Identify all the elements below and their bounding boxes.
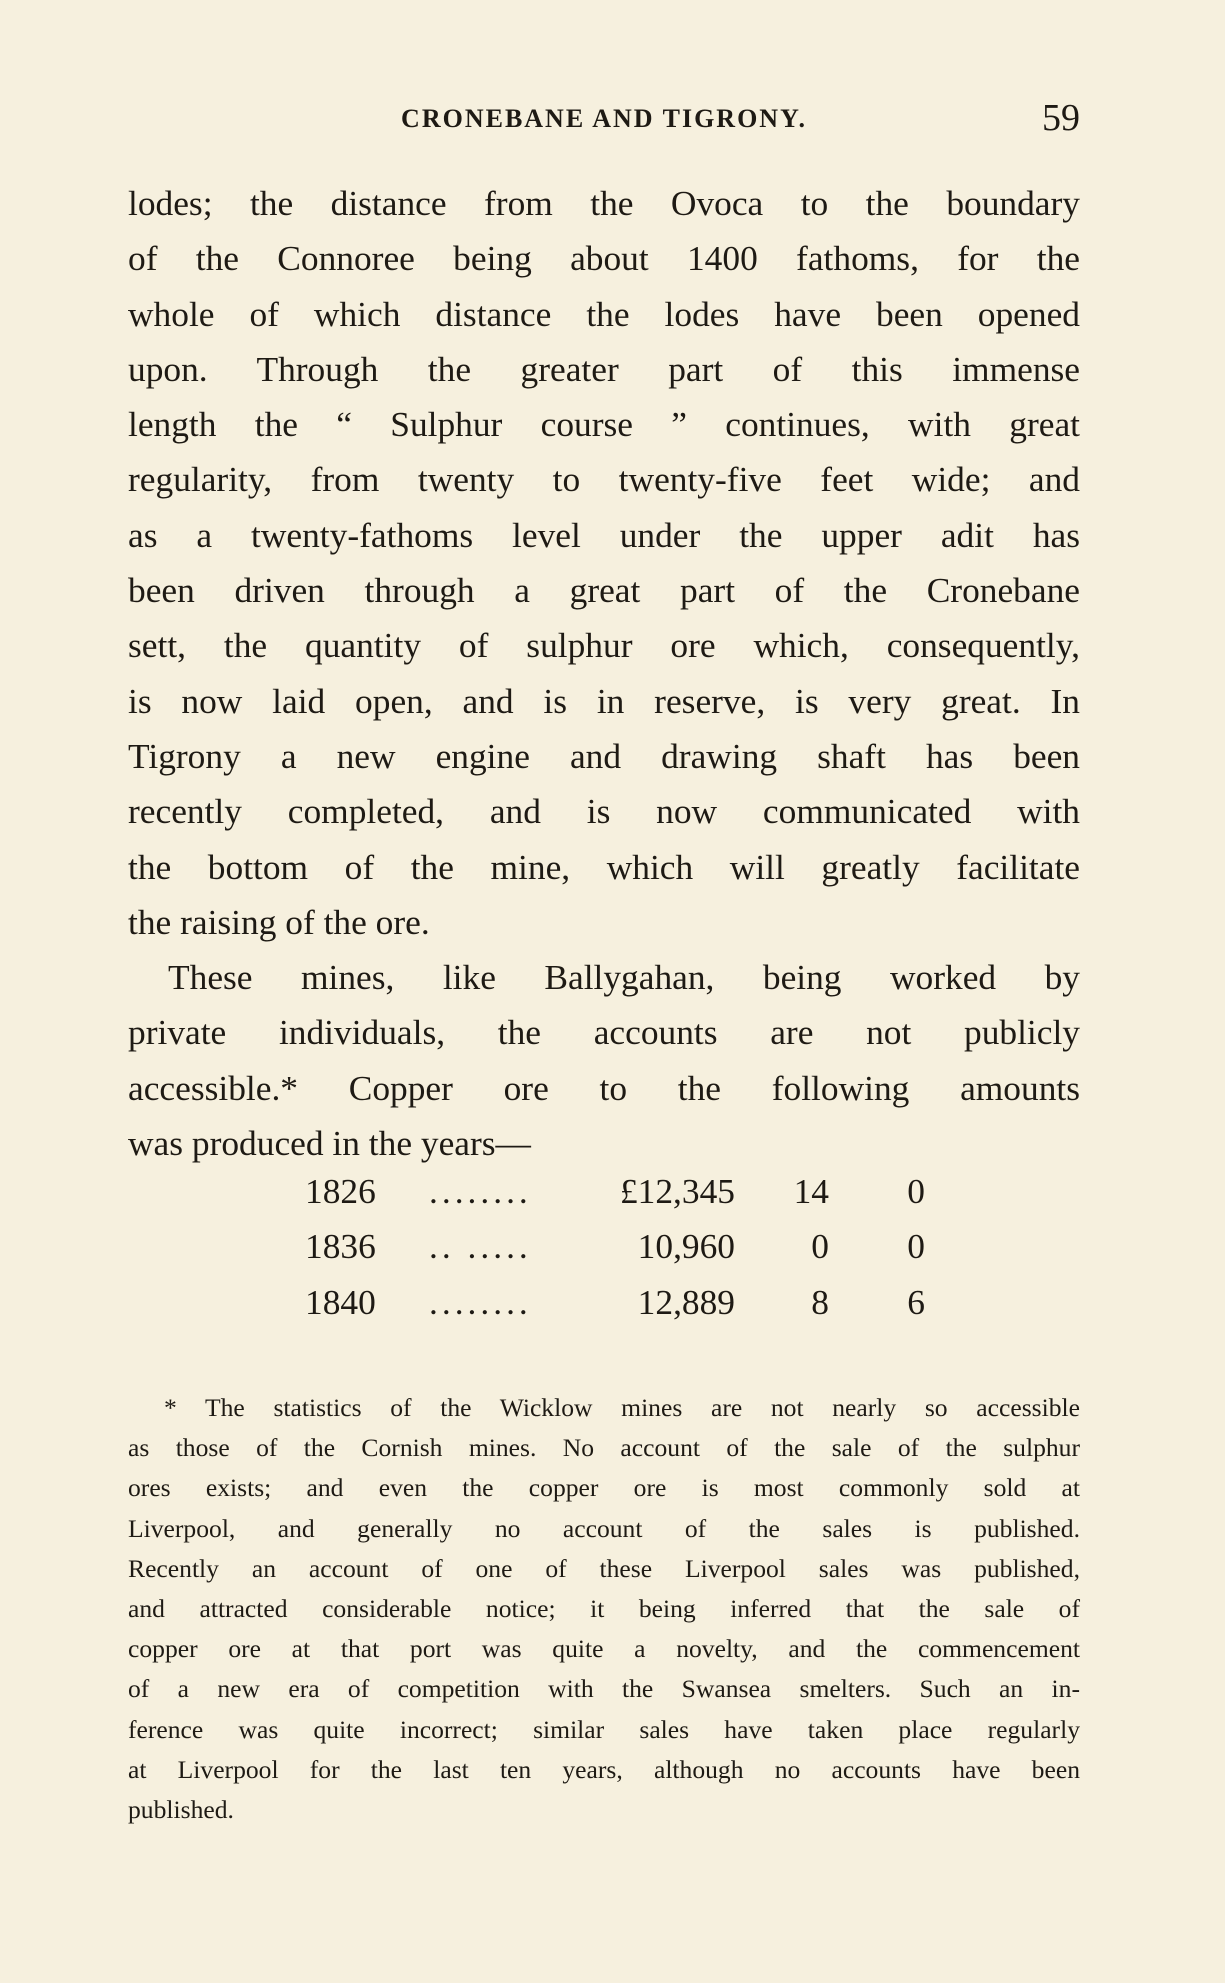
footnote-line: Recently an account of one of these Liverpool sales was published, [128,1553,1080,1583]
body-line: regularity, from twenty to twenty-five feet wide; and [128,459,1080,500]
running-title: CRONEBANE AND TIGRONY. [401,104,807,133]
year: 1826 [305,1171,376,1211]
body-line: recently completed, and is now communicated with [128,791,1080,832]
amount-shillings: 0 [811,1226,829,1267]
year: 1836 [305,1226,376,1267]
year: 1840 [305,1281,376,1322]
amount-shillings: 14 [793,1171,829,1211]
amount-pence: 6 [907,1281,925,1322]
amount-pence: 0 [907,1171,925,1211]
body-line: These mines, like Ballygahan, being worked by [168,957,1080,998]
body-line: lodes; the distance from the Ovoca to the boundary [128,183,1080,223]
footnote-line: and attracted considerable notice; it being inferred that the sale of [128,1593,1080,1623]
amount-pence: 0 [907,1226,925,1267]
body-line: as a twenty-fathoms level under the upper adit has [128,514,1080,555]
leader-dots: ........ [429,1171,532,1211]
footnote-line: * The statistics of the Wicklow mines are not nearly so accessible [164,1393,1080,1422]
body-line: length the “ Sulphur course ” continues, with great [128,404,1080,445]
body-line: was produced in the years— [128,1123,531,1164]
body-text [128,176,1080,1171]
body-line: accessible.* Copper ore to the following amounts [128,1067,1080,1108]
amount-pounds: £12,345 [619,1171,735,1211]
body-line: sett, the quantity of sulphur ore which, consequently, [128,625,1080,666]
body-line: private individuals, the accounts are not publicly [128,1012,1080,1053]
footnote-line: copper ore at that port was quite a novelty, and the commencement [128,1634,1080,1664]
amount-pounds: 12,889 [637,1281,735,1322]
leader-dots: .. ..... [429,1226,532,1267]
footnote-line: at Liverpool for the last ten years, although no accounts have been [128,1754,1080,1784]
body-line: of the Connoree being about 1400 fathoms, for the [128,238,1080,279]
running-head [128,96,1080,140]
page-number: 59 [1042,97,1080,139]
table-row [305,1170,925,1225]
amount-shillings: 8 [811,1281,829,1322]
footnote-line: of a new era of competition with the Swansea smelters. Such an in- [128,1674,1080,1704]
body-line: been driven through a great part of the Cronebane [128,570,1080,611]
body-line: is now laid open, and is in reserve, is very great. In [128,680,1080,721]
footnote-line: published. [128,1794,234,1824]
body-line: Tigrony a new engine and drawing shaft has been [128,735,1080,776]
leader-dots: ........ [429,1281,532,1322]
body-line: the bottom of the mine, which will greatly facilitate [128,846,1080,887]
production-table [305,1170,925,1336]
table-row [305,1281,925,1336]
body-line: the raising of the ore. [128,901,430,942]
table-row [305,1225,925,1280]
footnote-line: as those of the Cornish mines. No account of the sale of the sulphur [128,1433,1080,1463]
footnote [128,1388,1080,1830]
amount-pounds: 10,960 [637,1226,735,1267]
footnote-line: Liverpool, and generally no account of the sales is published. [128,1513,1080,1543]
body-line: upon. Through the greater part of this immense [128,348,1080,389]
body-line: whole of which distance the lodes have been opened [128,293,1080,334]
footnote-line: ference was quite incorrect; similar sales have taken place regularly [128,1714,1080,1744]
footnote-line: ores exists; and even the copper ore is most commonly sold at [128,1473,1080,1503]
